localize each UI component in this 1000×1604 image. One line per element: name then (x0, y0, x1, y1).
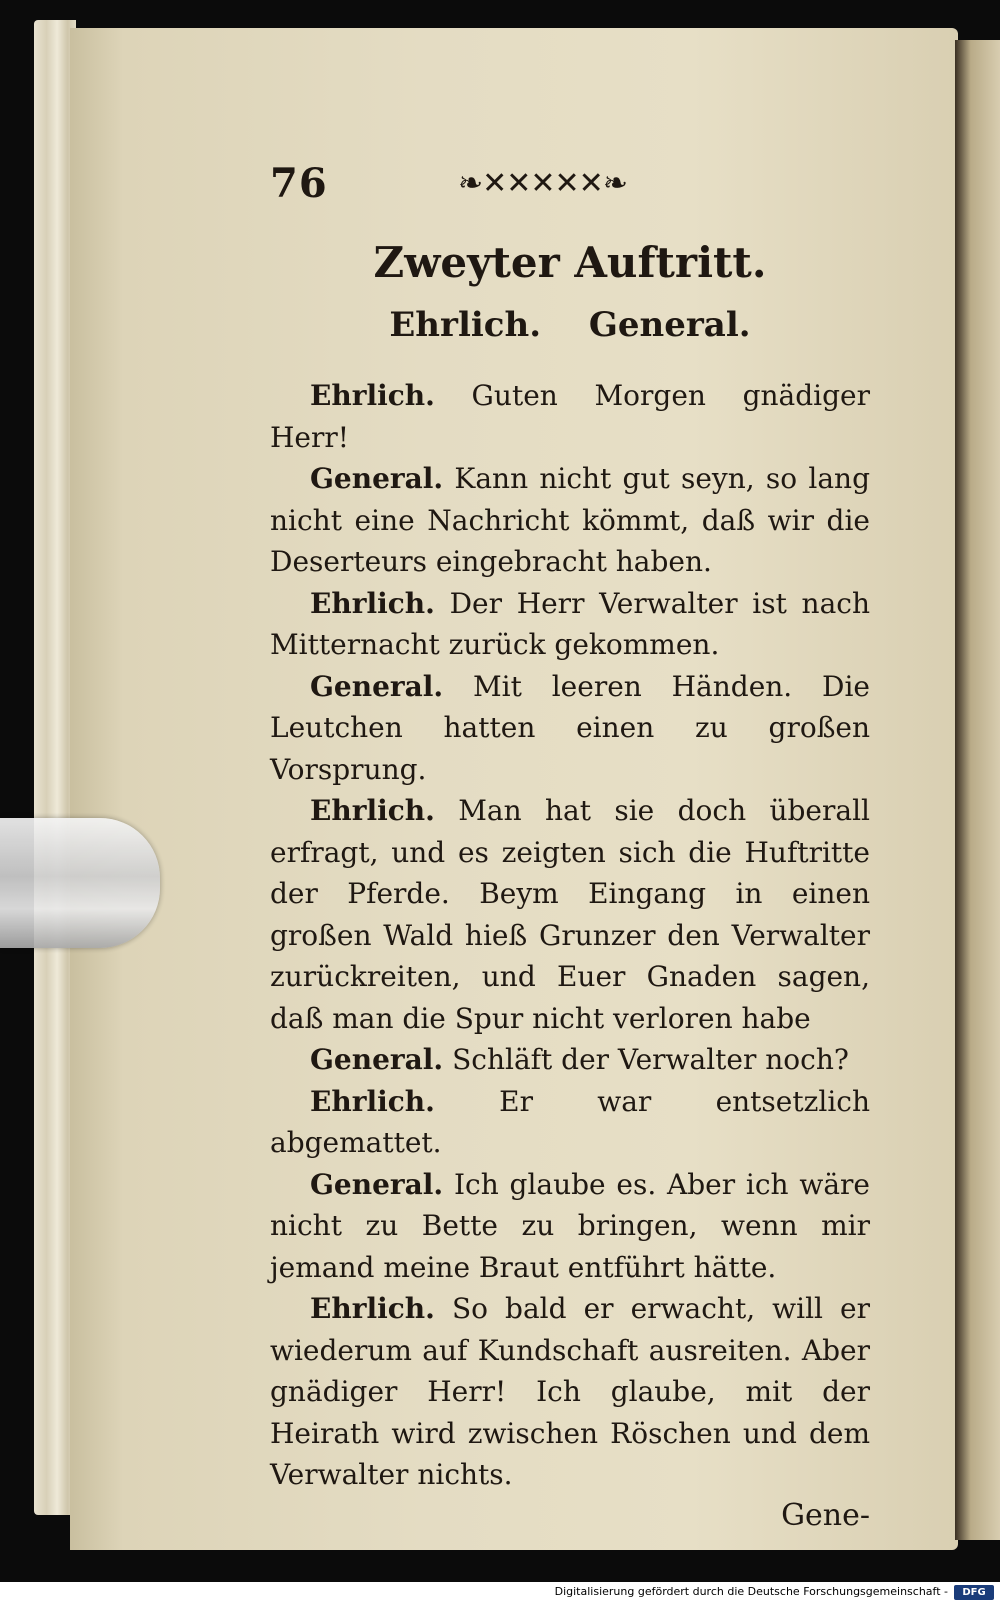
speaker-name: General. (310, 462, 444, 495)
dialogue-paragraph (270, 1039, 870, 1081)
next-page-edge (955, 40, 1000, 1540)
dialogue-paragraph (270, 666, 870, 791)
page-text-block (270, 160, 870, 1533)
dialogue-text: Der Herr Verwalter ist nach Mitternacht zurück gekommen. (270, 586, 870, 661)
dialogue-text: Kann nicht gut seyn, so lang nicht eine Nachricht kömmt, daß wir die Deserteurs eingebracht haben. (270, 462, 870, 578)
dialogue-paragraph (270, 583, 870, 666)
dialogue-paragraph (270, 458, 870, 583)
speaker-name: Ehrlich. (310, 1292, 435, 1325)
scene-title: Zweyter Auftritt. (373, 238, 767, 287)
page-header (270, 160, 870, 220)
dialogue-paragraph (270, 1288, 870, 1496)
page-holder-tab (0, 818, 160, 948)
dfg-logo-icon: DFG (954, 1585, 994, 1600)
dialogue-text: Ich glaube es. Aber ich wäre nicht zu Bette zu bringen, wenn mir jemand meine Braut entführt hätte. (270, 1167, 870, 1284)
dialogue-paragraph (270, 375, 870, 458)
funding-notice: Digitalisierung gefördert durch die Deutsche Forschungsgemeinschaft - (554, 1585, 948, 1598)
header-ornament: ❧✕✕✕✕✕❧ (458, 166, 627, 201)
speaker-name: Ehrlich. (310, 1084, 435, 1118)
speaker-name: Ehrlich. (310, 379, 435, 412)
dialogue-text: Mit leeren Händen. Die Leutchen hatten einen zu großen Vorsprung. (270, 669, 870, 786)
page-number: 76 (270, 160, 328, 207)
speaker-name: General. (310, 1167, 444, 1201)
dialogue-text: Guten Morgen gnädiger Herr! (270, 379, 870, 454)
dialogue-text: Schläft der Verwalter noch? (443, 1043, 849, 1076)
dialogue-paragraph (270, 790, 870, 1039)
dialogue-paragraph (270, 1164, 870, 1289)
speaker-name: General. (310, 669, 444, 703)
speaker-name: Ehrlich. (310, 794, 435, 827)
dialogue-text: So bald er erwacht, will er wiederum auf Kundschaft ausreiten. Aber gnädiger Herr! Ich glaube, mit der Heirath wird zwischen Röschen und dem Verwalter nichts. (270, 1292, 870, 1491)
dialogue-text: Er war entsetzlich abgemattet. (270, 1084, 870, 1159)
dialogue-text: Man hat sie doch überall erfragt, und es zeigten sich die Huftritte der Pferde. Beym Eingang in einen großen Wald hieß Grunzer den Verwalter zurückreiten, und Euer Gnaden sagen, daß man die Spur nicht verloren habe (270, 794, 870, 1035)
character-list: Ehrlich. General. (389, 305, 751, 345)
speaker-name: Ehrlich. (310, 586, 435, 620)
dialogue-paragraph (270, 1081, 870, 1164)
catchword: Gene- (781, 1497, 870, 1533)
speaker-name: General. (310, 1043, 444, 1076)
footer-bar (0, 1582, 1000, 1604)
